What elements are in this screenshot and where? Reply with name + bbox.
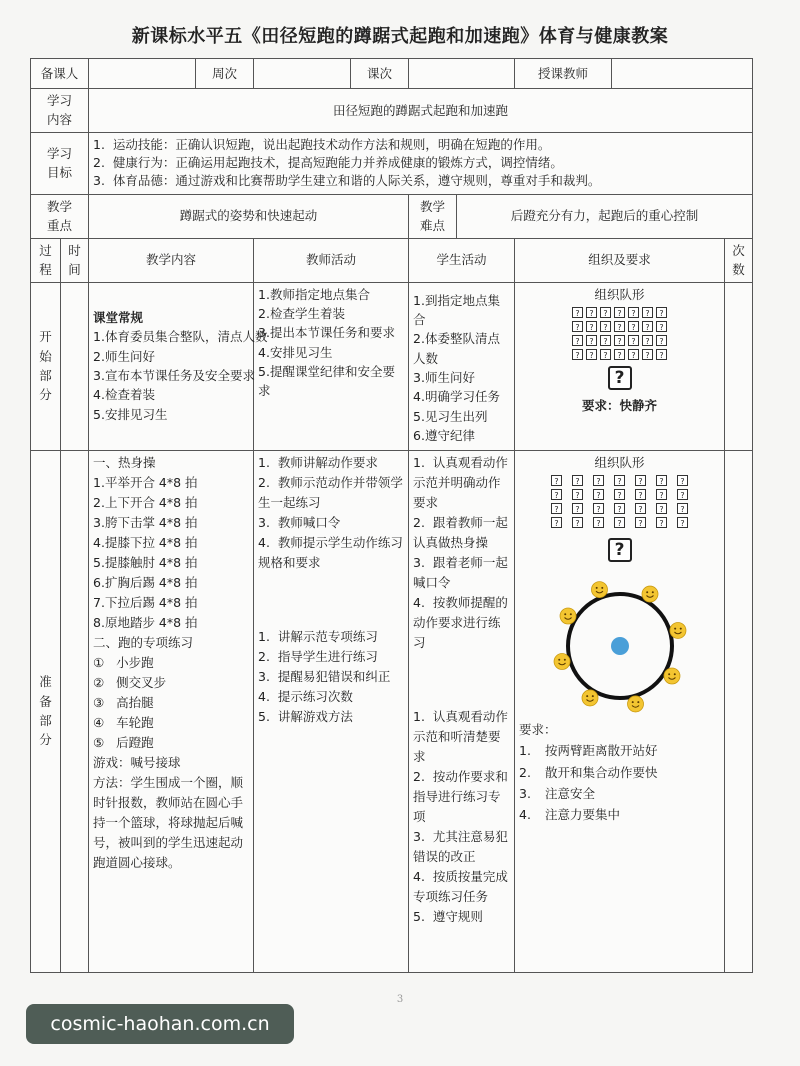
student-position-icon: ? (572, 489, 583, 500)
student-position-icon: ? (656, 321, 667, 332)
student-position-icon: ? (635, 517, 646, 528)
prep-student-item: 1. 认真观看动作示范和听清楚要求 (413, 708, 508, 764)
student-position-icon: ? (656, 335, 667, 346)
prep-content-item: 1.平举开合 4*8 拍 (93, 474, 198, 490)
prep-org-title: 组织队形 (594, 454, 645, 470)
prep-part-label-text: 准备部分 (39, 674, 52, 748)
student-position-icon: ? (628, 335, 639, 346)
start-content-item: 3.宣布本节课任务及安全要求 (93, 368, 255, 383)
prep-student-item: 2. 按动作要求和指导进行练习专项 (413, 768, 508, 824)
start-part-time (61, 282, 89, 450)
prep-content-item: ① 小步跑 (93, 654, 154, 670)
student-position-icon: ? (614, 503, 625, 514)
prep-teacher-item: 4. 教师提示学生动作练习规格和要求 (258, 534, 403, 570)
student-position-icon: ? (600, 321, 611, 332)
key-point-label (31, 194, 89, 238)
start-org-title: 组织队形 (594, 286, 645, 302)
prep-teacher-item: 2. 指导学生进行练习 (258, 648, 378, 664)
prep-student-drills (413, 707, 510, 927)
start-student-item: 2.体委整队清点人数 (413, 331, 500, 366)
col-count-text: 次数 (732, 242, 745, 277)
student-position-icon: ? (593, 489, 604, 500)
formation-row (519, 321, 720, 332)
prep-student-item: 5. 遵守规则 (413, 908, 483, 924)
student-position-icon: ? (572, 321, 583, 332)
start-part-label-text: 开始部分 (39, 329, 52, 403)
start-teacher-item: 3.提出本节课任务和要求 (258, 325, 395, 341)
formation-row (519, 335, 720, 346)
student-position-icon: ? (614, 517, 625, 528)
smiley-student-icon (560, 608, 576, 624)
spacer (413, 653, 510, 707)
start-teacher-activity (254, 282, 409, 450)
student-position-icon: ? (551, 517, 562, 528)
col-time-text: 时间 (68, 242, 81, 277)
preparer-value (89, 59, 196, 89)
student-position-icon: ? (593, 503, 604, 514)
col-count (725, 238, 753, 282)
student-position-icon: ? (628, 307, 639, 318)
objectives-label (31, 132, 89, 194)
prep-req-item (519, 763, 720, 782)
prep-student-item: 1. 认真观看动作示范并明确动作要求 (413, 454, 508, 510)
prep-content-item: 一、热身操 (93, 454, 156, 470)
start-count (725, 282, 753, 450)
prep-content (89, 450, 254, 972)
prep-req-item (519, 784, 720, 803)
prep-content-item: ⑤ 后蹬跑 (93, 734, 154, 750)
key-point-value: 蹲踞式的姿势和快速起动 (89, 194, 409, 238)
student-position-icon: ? (642, 349, 653, 360)
prep-req-text: 注意安全 (545, 786, 596, 801)
prep-content-item: ③ 高抬腿 (93, 694, 154, 710)
basketball-icon (611, 637, 629, 655)
student-position-icon: ? (635, 489, 646, 500)
student-position-icon: ? (551, 503, 562, 514)
student-position-icon: ? (628, 321, 639, 332)
start-teacher-item: 2.检查学生着装 (258, 305, 345, 321)
prep-teacher-item: 5. 讲解游戏方法 (258, 708, 353, 724)
student-position-icon: ? (551, 475, 562, 486)
prep-req-text: 散开和集合动作要快 (545, 764, 658, 780)
prep-content-item: 6.扩胸后踢 4*8 拍 (93, 574, 198, 590)
circle-game-diagram (540, 568, 700, 718)
formation-row (519, 489, 720, 500)
student-position-icon: ? (600, 307, 611, 318)
lesson-plan-table (30, 58, 753, 973)
objectives-list (89, 132, 753, 194)
prep-req-number: 3. (519, 786, 531, 801)
lesson-value (409, 59, 515, 89)
student-position-icon: ? (586, 307, 597, 318)
prep-content-item: ② 侧交叉步 (93, 674, 167, 690)
week-value (254, 59, 351, 89)
col-organization: 组织及要求 (515, 238, 725, 282)
page-number: 3 (396, 994, 404, 1005)
prep-student-item: 3. 跟着老师一起喊口令 (413, 554, 508, 590)
student-position-icon: ? (551, 489, 562, 500)
start-part-label (31, 282, 61, 450)
student-position-icon: ? (656, 489, 667, 500)
difficulty-label-text: 教学难点 (420, 198, 446, 234)
prep-teacher-item: 4. 提示练习次数 (258, 688, 353, 704)
key-point-label-text: 教学重点 (46, 198, 72, 234)
start-content-item: 2.师生问好 (93, 348, 155, 364)
prep-content-item: 4.提膝下拉 4*8 拍 (93, 534, 198, 550)
student-position-icon: ? (614, 335, 625, 346)
header-row (31, 59, 753, 89)
formation-row (519, 475, 720, 486)
col-teacher: 教师活动 (254, 238, 409, 282)
start-teacher-item: 5.提醒课堂纪律和安全要求 (258, 364, 395, 399)
start-student-item: 3.师生问好 (413, 370, 475, 385)
start-student-item: 4.明确学习任务 (413, 389, 500, 405)
prep-teacher-item: 1. 教师讲解动作要求 (258, 454, 378, 470)
objective-item: 1. 运动技能：正确认识短跑，说出起跑技术动作方法和规则，明确在短跑的作用。 (93, 137, 551, 153)
col-process (31, 238, 61, 282)
formation-row (519, 307, 720, 318)
prep-formation-grid (519, 475, 720, 528)
student-position-icon: ? (614, 349, 625, 360)
prep-part-time (61, 450, 89, 972)
formation-row (519, 517, 720, 528)
focus-row (31, 194, 753, 238)
start-student-activity (409, 282, 515, 450)
start-student-item: 5.见习生出列 (413, 408, 488, 424)
prep-teacher-item: 1. 讲解示范专项练习 (258, 628, 378, 644)
prep-content-item: 8.原地踏步 4*8 拍 (93, 614, 198, 630)
prep-student-warmup (413, 453, 510, 653)
col-content: 教学内容 (89, 238, 254, 282)
student-position-icon: ? (572, 475, 583, 486)
start-student-item: 6.遵守纪律 (413, 428, 475, 444)
student-position-icon: ? (572, 349, 583, 360)
prep-student-item: 2. 跟着教师一起认真做热身操 (413, 514, 508, 550)
spacer (258, 573, 404, 627)
content-row (31, 89, 753, 133)
formation-row (519, 349, 720, 360)
prep-student-activity (409, 450, 515, 972)
objectives-row (31, 132, 753, 194)
smiley-student-icon (591, 581, 607, 597)
prep-content-item: ④ 车轮跑 (93, 714, 154, 730)
prep-teacher-warmup (258, 453, 404, 573)
student-position-icon: ? (677, 503, 688, 514)
prep-count (725, 450, 753, 972)
difficulty-value: 后蹬充分有力，起跑后的重心控制 (457, 194, 753, 238)
week-label: 周次 (196, 59, 254, 89)
prep-student-item: 4. 按质按量完成专项练习任务 (413, 868, 508, 904)
prep-content-item: 5.提膝触肘 4*8 拍 (93, 554, 198, 570)
teacher-label: 授课教师 (515, 59, 612, 89)
prep-student-item: 4. 按教师提醒的动作要求进行练习 (413, 594, 508, 650)
student-position-icon: ? (656, 503, 667, 514)
prep-req-list (519, 741, 720, 825)
objectives-label-text: 学习目标 (46, 145, 72, 181)
prep-req-text: 注意力要集中 (545, 807, 621, 823)
prep-req-number: 1. (519, 743, 531, 759)
start-organization (515, 282, 725, 450)
prep-teacher-drills (258, 627, 404, 727)
student-position-icon: ? (614, 321, 625, 332)
prep-teacher-item: 3. 教师喊口令 (258, 514, 341, 530)
start-content-heading: 课堂常规 (93, 309, 144, 325)
objective-item: 3. 体育品德：通过游戏和比赛帮助学生建立和谐的人际关系，遵守规则，尊重对手和裁判。 (93, 173, 601, 189)
prep-req-item (519, 805, 720, 824)
prep-teacher-item: 2. 教师示范动作并带领学生一起练习 (258, 474, 403, 510)
smiley-student-icon (642, 586, 658, 602)
formation-row (519, 503, 720, 514)
smiley-student-icon (627, 696, 643, 712)
teacher-value (612, 59, 753, 89)
student-position-icon: ? (635, 475, 646, 486)
student-position-icon: ? (572, 517, 583, 528)
student-position-icon: ? (628, 349, 639, 360)
prep-req-title: 要求： (519, 721, 557, 737)
content-label-text: 学习内容 (46, 93, 72, 128)
prep-req-text: 按两臂距离散开站好 (545, 743, 658, 759)
student-position-icon: ? (635, 503, 646, 514)
prep-content-item: 3.胯下击掌 4*8 拍 (93, 514, 198, 530)
prep-game-method: 方法：学生围成一个圈，顺时针报数，教师站在圆心手持一个篮球，将球抛起后喊号，被叫到的学生迅速起动跑道圆心接球。 (93, 774, 244, 870)
student-position-icon: ? (586, 321, 597, 332)
student-position-icon: ? (572, 307, 583, 318)
start-student-item: 1.到指定地点集合 (413, 292, 500, 327)
start-formation-grid (519, 307, 720, 360)
student-position-icon: ? (656, 307, 667, 318)
col-process-text: 过程 (39, 242, 52, 277)
content-label (31, 89, 89, 133)
student-position-icon: ? (614, 489, 625, 500)
student-position-icon: ? (593, 475, 604, 486)
start-teacher-item: 4.安排见习生 (258, 344, 333, 360)
page-title: 新课标水平五《田径短跑的蹲踞式起跑和加速跑》体育与健康教案 (131, 26, 669, 47)
student-position-icon: ? (642, 335, 653, 346)
student-position-icon: ? (586, 349, 597, 360)
student-position-icon: ? (642, 321, 653, 332)
start-org-requirement: 要求：快静齐 (582, 397, 658, 413)
prep-content-item: 7.下拉后踢 4*8 拍 (93, 594, 198, 610)
prep-teacher-item: 3. 提醒易犯错误和纠正 (258, 668, 391, 684)
start-content-item: 4.检查着装 (93, 387, 155, 403)
objective-item: 2. 健康行为：正确运用起跑技术，提高短跑能力并养成健康的锻炼方式，调控情绪。 (93, 155, 563, 171)
prep-req-item (519, 741, 720, 760)
smiley-student-icon (669, 622, 685, 638)
start-part-row (31, 282, 753, 450)
col-student: 学生活动 (409, 238, 515, 282)
start-content-item: 1.体育委员集合整队，清点人数 (93, 329, 268, 345)
student-position-icon: ? (677, 517, 688, 528)
prep-student-item: 3. 尤其注意易犯错误的改正 (413, 828, 508, 864)
prep-teacher-activity (254, 450, 409, 972)
student-position-icon: ? (600, 349, 611, 360)
student-position-icon: ? (614, 475, 625, 486)
smiley-student-icon (663, 668, 679, 684)
prep-req-number: 4. (519, 807, 531, 823)
student-position-icon: ? (656, 517, 667, 528)
teacher-position-icon: ? (608, 538, 632, 562)
preparer-label: 备课人 (31, 59, 89, 89)
prep-req-number: 2. (519, 764, 531, 780)
student-position-icon: ? (614, 307, 625, 318)
lesson-label: 课次 (351, 59, 409, 89)
student-position-icon: ? (656, 475, 667, 486)
site-watermark: cosmic-haohan.com.cn (26, 1004, 294, 1044)
teacher-position-icon: ? (608, 366, 632, 390)
content-value: 田径短跑的蹲踞式起跑和加速跑 (89, 89, 753, 133)
prep-content-item: 二、跑的专项练习 (93, 634, 194, 650)
prep-content-item: 游戏：喊号接球 (93, 754, 181, 770)
student-position-icon: ? (572, 503, 583, 514)
prep-content-list (93, 453, 249, 773)
smiley-student-icon (554, 653, 570, 669)
student-position-icon: ? (642, 307, 653, 318)
difficulty-label (409, 194, 457, 238)
smiley-student-icon (582, 690, 598, 706)
student-position-icon: ? (600, 335, 611, 346)
start-teacher-item: 1.教师指定地点集合 (258, 286, 370, 302)
start-content (89, 282, 268, 450)
student-position-icon: ? (677, 489, 688, 500)
student-position-icon: ? (656, 349, 667, 360)
prep-part-label (31, 450, 61, 972)
prep-organization (515, 450, 725, 972)
col-time (61, 238, 89, 282)
prep-part-row (31, 450, 753, 972)
student-position-icon: ? (593, 517, 604, 528)
column-header-row (31, 238, 753, 282)
start-content-item: 5.安排见习生 (93, 406, 168, 422)
prep-content-item: 2.上下开合 4*8 拍 (93, 494, 198, 510)
student-position-icon: ? (677, 475, 688, 486)
student-position-icon: ? (586, 335, 597, 346)
student-position-icon: ? (572, 335, 583, 346)
